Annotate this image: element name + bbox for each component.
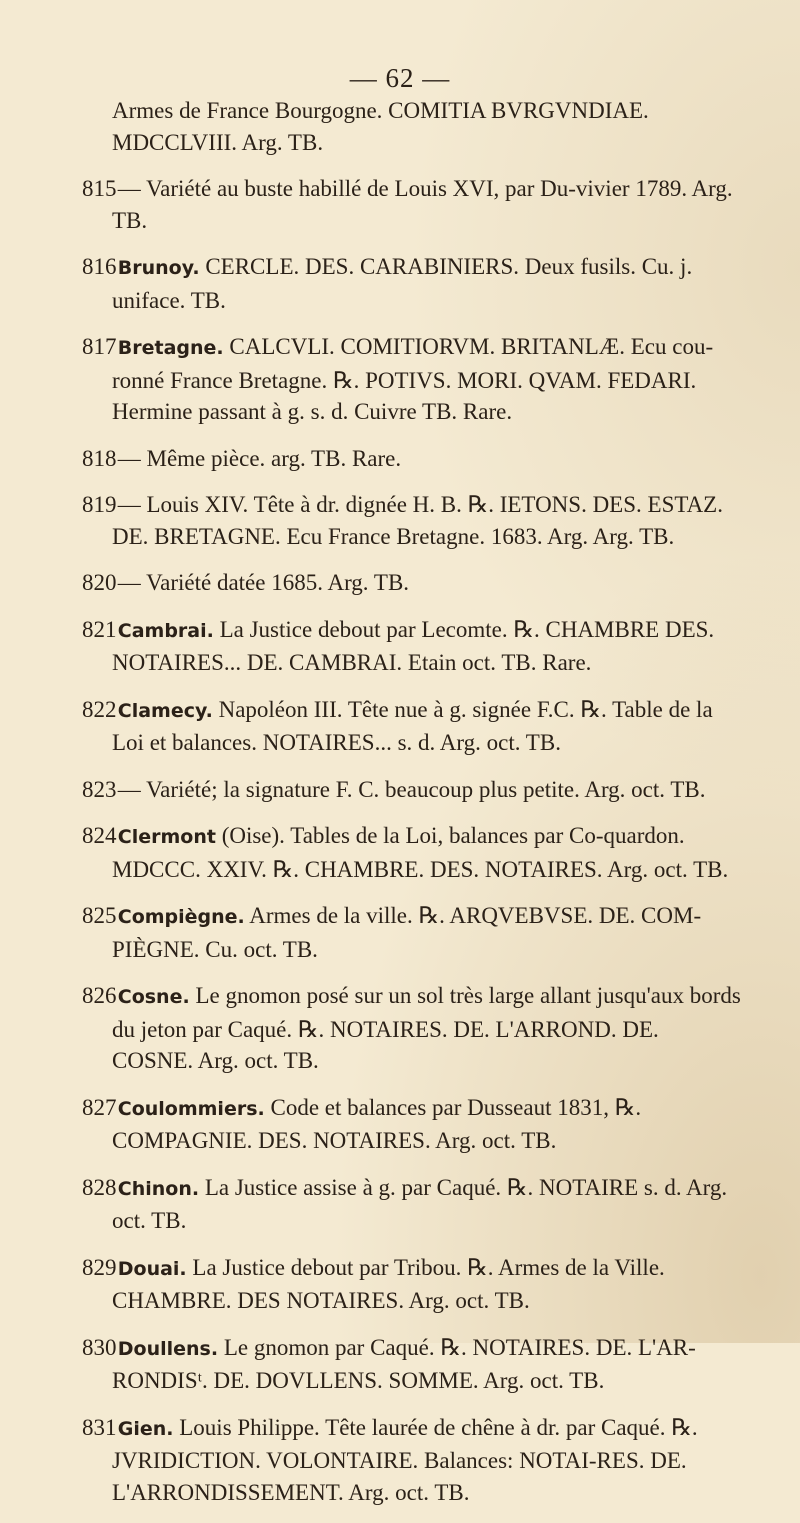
entry <box>82 1332 742 1397</box>
entry <box>82 1092 742 1157</box>
entry <box>82 614 742 679</box>
entry-number: 821 <box>82 616 117 642</box>
entry <box>82 331 742 428</box>
entry <box>82 567 742 599</box>
entry-place: Compiègne. <box>117 906 245 928</box>
entry-text: Louis Philippe. Tête laurée de chêne à dr. par Caqué. ℞. JVRIDICTION. VOLONTAIRE. Balances: NOTAI-RES. DE. L'ARRONDISSEMENT. Arg. oct. TB. <box>112 1414 698 1505</box>
entry-text: Armes de la ville. ℞. ARQVEBVSE. DE. COM-PIÈGNE. Cu. oct. TB. <box>112 903 702 962</box>
entry-number: 828 <box>82 1174 117 1200</box>
entry-number: 815 <box>82 176 117 201</box>
entry <box>82 251 742 316</box>
entry-continuation <box>82 95 742 158</box>
entry-place: Cosne. <box>117 986 190 1008</box>
entry-number: 822 <box>82 696 117 722</box>
entry-number: 824 <box>82 823 117 848</box>
entry <box>82 1172 742 1237</box>
entry <box>82 1412 742 1509</box>
entry-text: — Variété au buste habillé de Louis XVI, par Du-vivier 1789. Arg. TB. <box>112 176 733 233</box>
entry-text: Napoléon III. Tête nue à g. signée F.C. ℞. Table de la Loi et balances. NOTAIRES... s. d. Arg. oct. TB. <box>112 696 713 755</box>
entry-text: Code et balances par Dusseaut 1831, ℞. COMPAGNIE. DES. NOTAIRES. Arg. oct. TB. <box>112 1094 642 1153</box>
entry-text: Le gnomon posé sur un sol très large allant jusqu'aux bords du jeton par Caqué. ℞. NOTAIRES. DE. L'ARROND. DE. COSNE. Arg. oct. TB. <box>112 983 741 1073</box>
entry <box>82 774 742 806</box>
entry-text: (Oise). Tables de la Loi, balances par Co-quardon. MDCCC. XXIV. ℞. CHAMBRE. DES. NOTAIRES. Arg. oct. TB. <box>112 823 729 882</box>
entry-text: — Variété datée 1685. Arg. TB. <box>117 570 410 595</box>
entry-place: Clermont <box>117 826 216 848</box>
entry-number: 820 <box>82 570 117 595</box>
entry-place: Cambrai. <box>117 619 214 642</box>
entry-number: 817 <box>82 334 117 359</box>
entry-text: La Justice debout par Tribou. ℞. Armes de la Ville. CHAMBRE. DES NOTAIRES. Arg. oct. TB. <box>112 1254 665 1313</box>
entry-number: 827 <box>82 1094 117 1120</box>
entry-place: Doullens. <box>117 1337 219 1360</box>
entry-text: Le gnomon par Caqué. ℞. NOTAIRES. DE. L'AR-RONDISᵗ. DE. DOVLLENS. SOMME. Arg. oct. TB. <box>112 1334 696 1393</box>
entry <box>82 173 742 236</box>
entry <box>82 443 742 475</box>
entry-text: — Variété; la signature F. C. beaucoup plus petite. Arg. oct. TB. <box>117 776 706 802</box>
entry-number: 819 <box>82 492 117 517</box>
entry-place: Gien. <box>117 1417 174 1440</box>
entry-text: Armes de France Bourgogne. COMITIA BVRGVNDIAE. MDCCLVIII. Arg. TB. <box>112 98 649 155</box>
entry-place: Chinon. <box>117 1177 200 1200</box>
entry <box>82 1252 742 1317</box>
entry <box>82 489 742 552</box>
entry <box>82 900 742 965</box>
entry <box>82 980 742 1077</box>
entry-place: Coulommiers. <box>117 1097 265 1120</box>
entry-number: 816 <box>82 254 117 279</box>
entry <box>82 694 742 759</box>
entry-number: 829 <box>82 1254 117 1280</box>
entry-number: 823 <box>82 776 117 802</box>
entry-number: 830 <box>82 1334 117 1360</box>
entry-number: 826 <box>82 983 117 1008</box>
entry-text: — Louis XIV. Tête à dr. dignée H. B. ℞. IETONS. DES. ESTAZ. DE. BRETAGNE. Ecu France Bretagne. 1683. Arg. Arg. TB. <box>112 492 723 549</box>
entry-text: — Même pièce. arg. TB. Rare. <box>117 445 402 471</box>
entry <box>82 820 742 885</box>
entry-number: 818 <box>82 445 117 471</box>
page-number: — 62 — <box>349 63 451 93</box>
entry-place: Brunoy. <box>117 257 200 279</box>
entry-number: 825 <box>82 903 117 928</box>
entry-place: Bretagne. <box>117 337 224 359</box>
entry-text: La Justice assise à g. par Caqué. ℞. NOTAIRE s. d. Arg. oct. TB. <box>112 1174 728 1233</box>
entry-list <box>82 95 742 1523</box>
entry-text: La Justice debout par Lecomte. ℞. CHAMBRE DES. NOTAIRES... DE. CAMBRAI. Etain oct. TB. Rare. <box>112 616 715 675</box>
entry-text: CALCVLI. COMITIORVM. BRITANLÆ. Ecu cou-ronné France Bretagne. ℞. POTIVS. MORI. QVAM. FEDARI. Hermine passant à g. s. d. Cuivre TB. Rare. <box>112 334 714 424</box>
entry-number: 831 <box>82 1414 117 1440</box>
entry-place: Clamecy. <box>117 699 213 722</box>
entry-place: Douai. <box>117 1257 187 1280</box>
entry-text: CERCLE. DES. CARABINIERS. Deux fusils. Cu. j. uniface. TB. <box>112 254 693 313</box>
